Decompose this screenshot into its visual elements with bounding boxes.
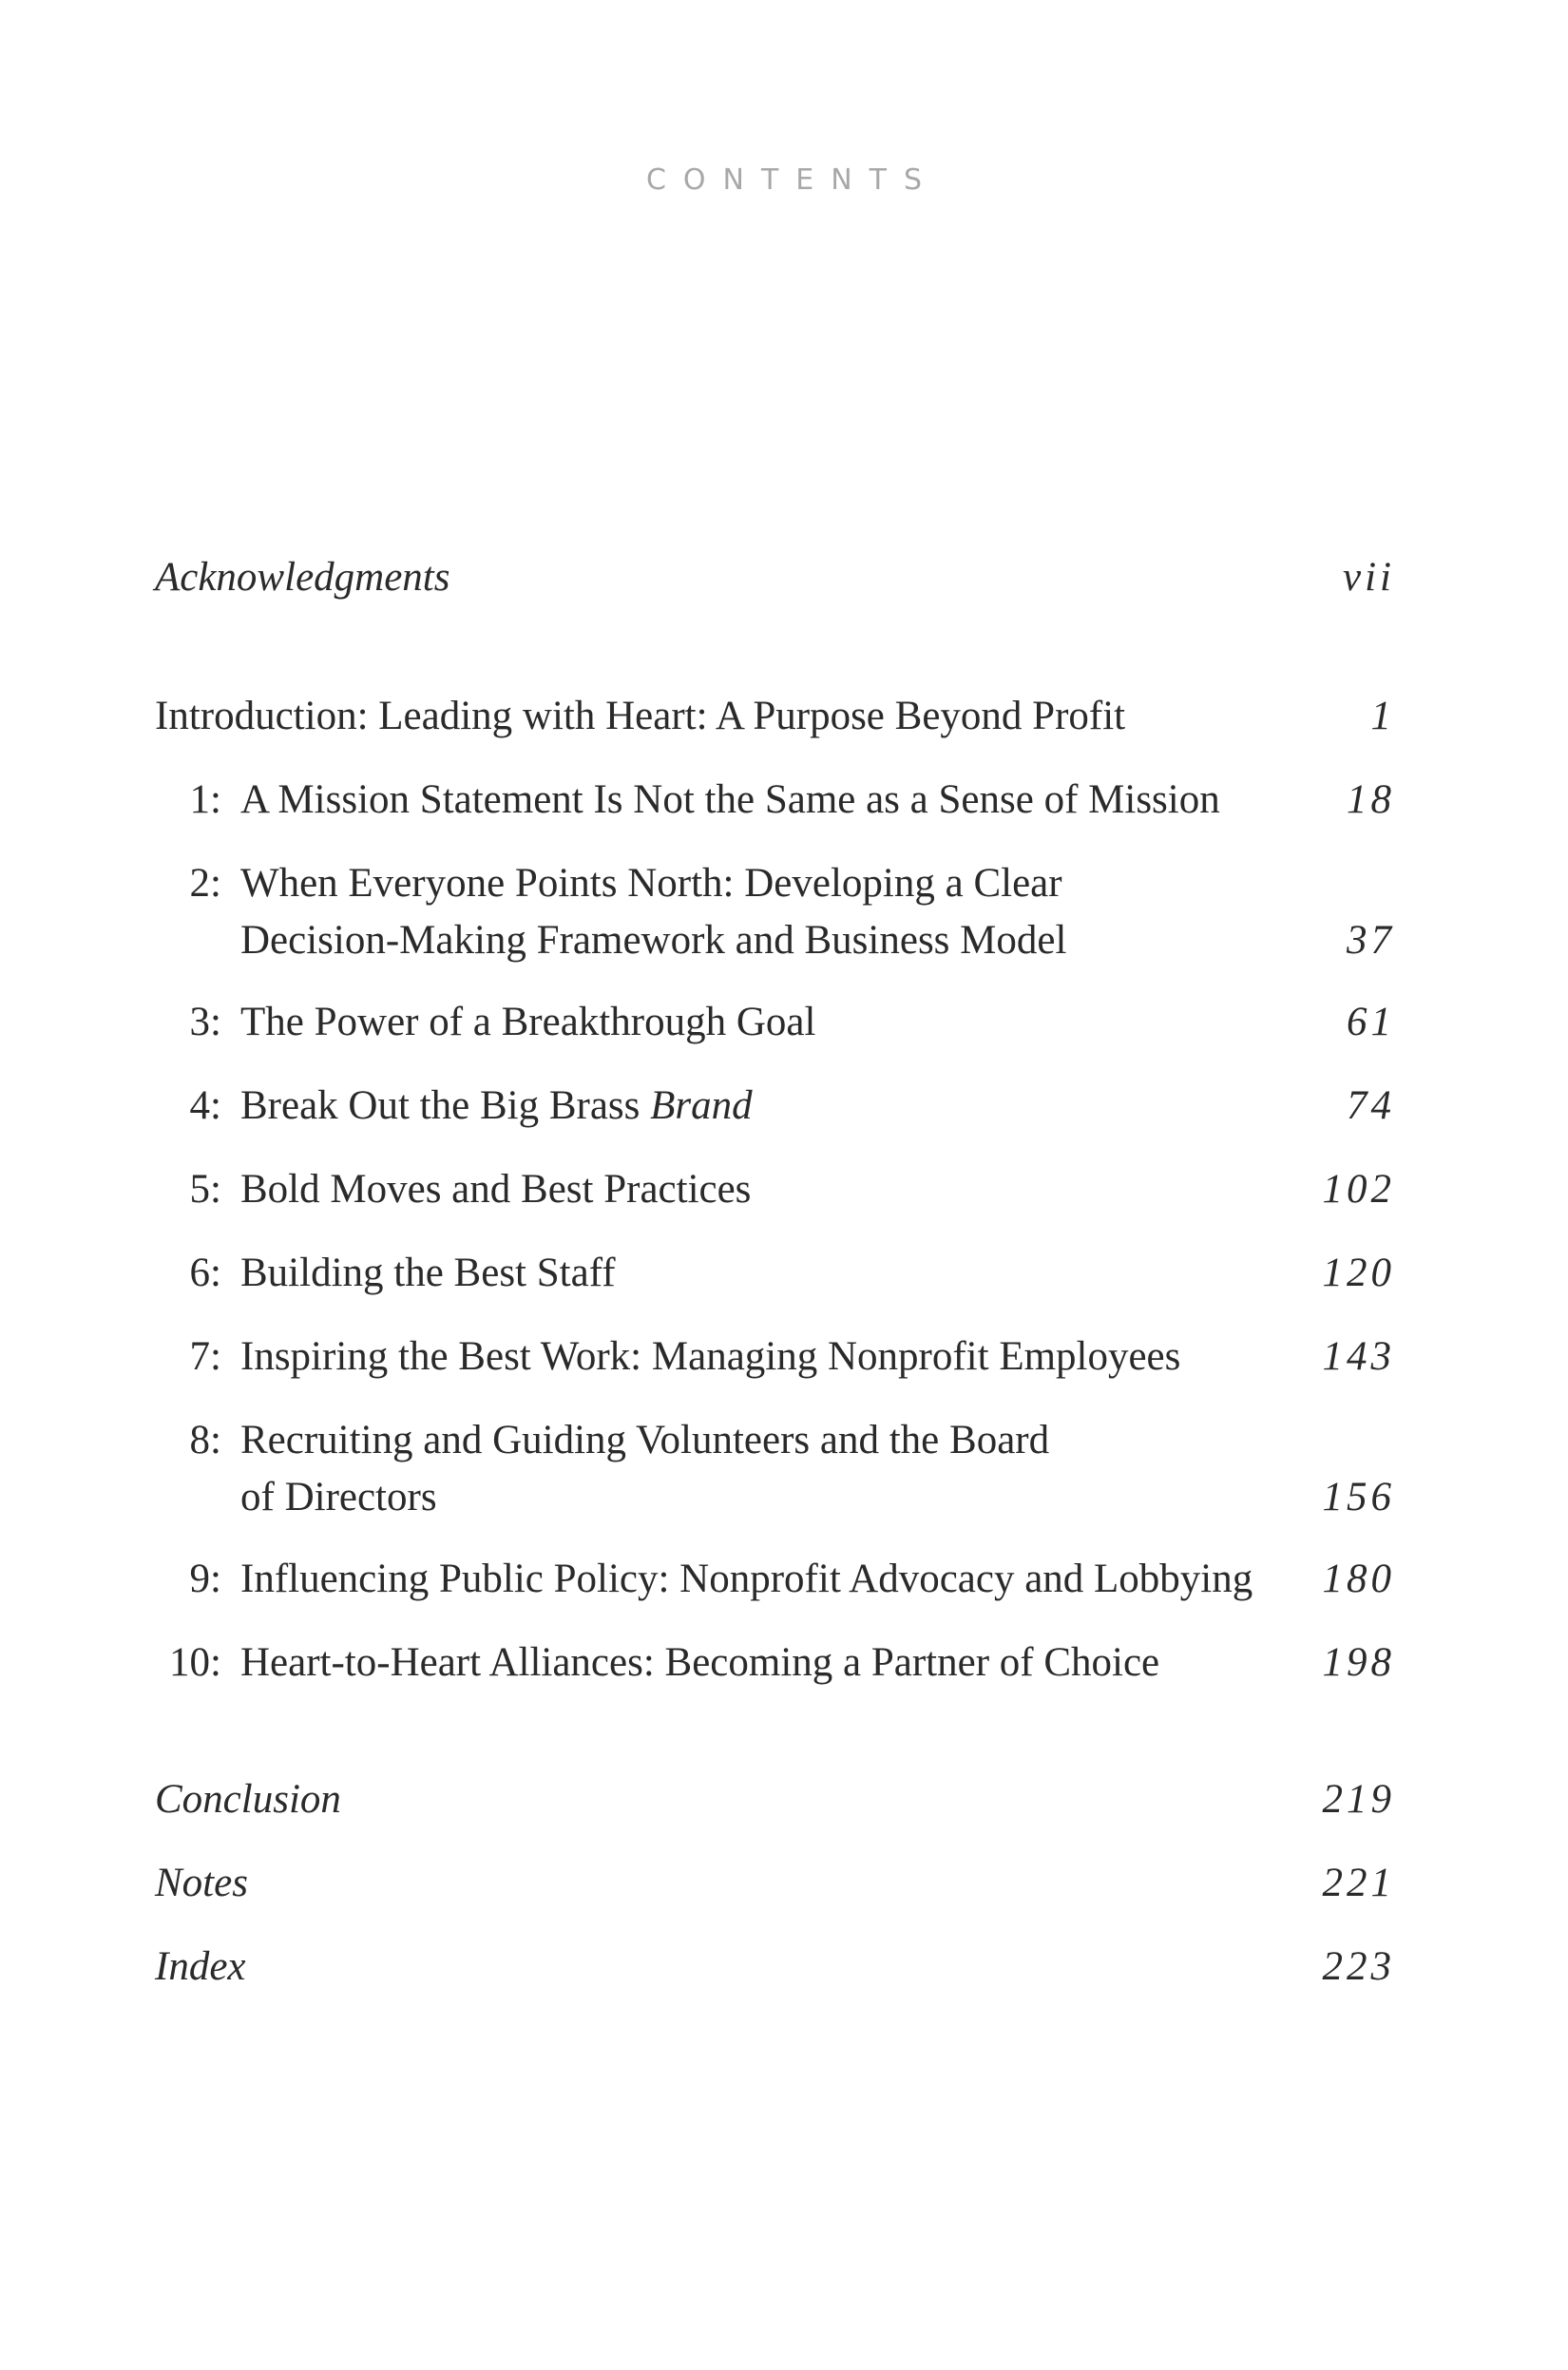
toc-entry-chapter-7[interactable] xyxy=(155,1328,1395,1386)
entry-title-emphasis: Brand xyxy=(650,1083,753,1128)
entry-title-line-2: Decision-Making Framework and Business Model xyxy=(240,918,1067,963)
entry-title: Building the Best Staff xyxy=(240,1251,616,1295)
chapter-number: 1: xyxy=(189,777,221,822)
chapter-number: 6: xyxy=(189,1251,221,1295)
entry-title: Introduction: Leading with Heart: A Purpose Beyond Profit xyxy=(155,694,1126,738)
entry-title: Influencing Public Policy: Nonprofit Advocacy and Lobbying xyxy=(240,1557,1253,1601)
chapter-number: 5: xyxy=(189,1167,221,1212)
entry-page: 61 xyxy=(1347,1000,1395,1044)
entry-title: Conclusion xyxy=(155,1777,341,1822)
toc-entry-chapter-2[interactable] xyxy=(155,855,1395,969)
chapter-number: 9: xyxy=(189,1557,221,1601)
chapter-number: 7: xyxy=(189,1334,221,1379)
page-heading: CONTENTS xyxy=(645,163,940,197)
entry-title: Bold Moves and Best Practices xyxy=(240,1167,752,1212)
entry-page: 143 xyxy=(1322,1334,1395,1379)
toc-entry-chapter-9[interactable] xyxy=(155,1551,1395,1608)
entry-title-text: Break Out the Big Brass xyxy=(240,1083,651,1128)
entry-page: 156 xyxy=(1322,1475,1395,1519)
chapter-number: 10: xyxy=(169,1640,221,1685)
entry-title-line-2: of Directors xyxy=(240,1475,437,1519)
chapter-number: 3: xyxy=(189,1000,221,1044)
entry-page: 198 xyxy=(1322,1640,1395,1685)
chapter-number: 8: xyxy=(189,1418,221,1462)
entry-title: The Power of a Breakthrough Goal xyxy=(240,1000,816,1044)
entry-page: 221 xyxy=(1322,1861,1395,1905)
toc-entry-chapter-1[interactable] xyxy=(155,772,1395,829)
entry-page: 74 xyxy=(1347,1083,1395,1128)
toc-entry-acknowledgments[interactable] xyxy=(155,549,1395,606)
toc-entry-notes[interactable] xyxy=(155,1855,1395,1912)
entry-title-line-1: Recruiting and Guiding Volunteers and the Board xyxy=(240,1418,1050,1462)
entry-page: 223 xyxy=(1322,1944,1395,1989)
toc-entry-chapter-10[interactable] xyxy=(155,1634,1395,1691)
entry-page: 18 xyxy=(1347,777,1395,822)
entry-title xyxy=(240,855,1066,969)
entry-title-line-1: When Everyone Points North: Developing a Clear xyxy=(240,861,1062,906)
entry-title: Notes xyxy=(155,1861,248,1905)
entry-page: vii xyxy=(1343,555,1395,600)
entry-title: Index xyxy=(155,1944,246,1989)
entry-title: Acknowledgments xyxy=(155,555,450,600)
toc-entry-index[interactable] xyxy=(155,1939,1395,1996)
entry-page: 37 xyxy=(1347,918,1395,963)
entry-page: 102 xyxy=(1322,1167,1395,1212)
entry-title xyxy=(240,1412,1049,1526)
toc-entry-chapter-8[interactable] xyxy=(155,1412,1395,1526)
chapter-number: 4: xyxy=(189,1083,221,1128)
toc-entry-conclusion[interactable] xyxy=(155,1771,1395,1828)
entry-title xyxy=(240,1078,753,1135)
toc-entry-chapter-4[interactable] xyxy=(155,1078,1395,1135)
entry-page: 1 xyxy=(1370,694,1395,738)
entry-title: Inspiring the Best Work: Managing Nonprofit Employees xyxy=(240,1334,1181,1379)
toc-entry-introduction[interactable] xyxy=(155,688,1395,745)
entry-page: 180 xyxy=(1322,1557,1395,1601)
chapter-number: 2: xyxy=(189,861,221,906)
toc-entry-chapter-5[interactable] xyxy=(155,1161,1395,1218)
toc-entry-chapter-3[interactable] xyxy=(155,994,1395,1051)
entry-title: Heart-to-Heart Alliances: Becoming a Partner of Choice xyxy=(240,1640,1160,1685)
entry-page: 219 xyxy=(1322,1777,1395,1822)
entry-title: A Mission Statement Is Not the Same as a Sense of Mission xyxy=(240,777,1220,822)
entry-page: 120 xyxy=(1322,1251,1395,1295)
toc-entry-chapter-6[interactable] xyxy=(155,1245,1395,1302)
